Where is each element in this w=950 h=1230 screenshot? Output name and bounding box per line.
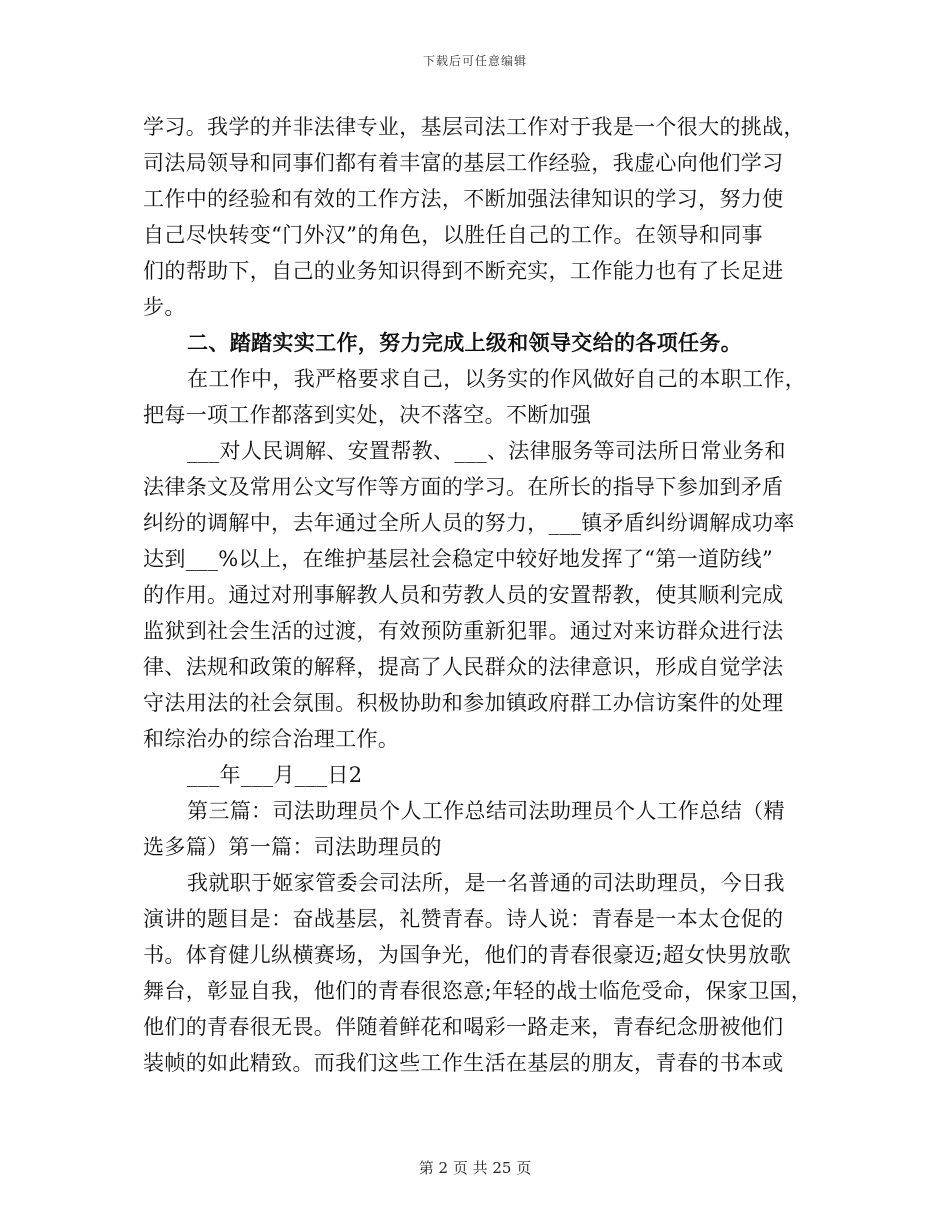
text-line: 第三篇：司法助理员个人工作总结司法助理员个人工作总结（精 (187, 799, 785, 823)
text-line: 我就职于姬家管委会司法所，是一名普通的司法助理员，今日我 (187, 871, 785, 895)
text-line: 司法局领导和同事们都有着丰富的基层工作经验，我虚心向他们学习 (143, 151, 784, 175)
text-line: 们的帮助下，自己的业务知识得到不断充实，工作能力也有了长足进 (143, 259, 784, 283)
text-line: 舞台，彰显自我，他们的青春很恣意;年轻的战士临危受命，保家卫国， (143, 979, 813, 1003)
text-line: 步。 (143, 295, 186, 319)
text-line: 纠纷的调解中，去年通过全所人员的努力，___镇矛盾纠纷调解成功率 (143, 511, 795, 535)
text-line: 学习。我学的并非法律专业，基层司法工作对于我是一个很大的挑战， (143, 115, 805, 139)
date-line: ___年___月___日2 (187, 763, 363, 787)
text-line: 书。体育健儿纵横赛场，为国争光，他们的青春很豪迈;超女快男放歌 (143, 943, 791, 967)
text-line: 演讲的题目是：奋战基层，礼赞青春。诗人说：青春是一本太仓促的 (143, 907, 784, 931)
text-line: 自己尽快转变“门外汉”的角色，以胜任自己的工作。在领导和同事 (143, 223, 763, 247)
page-footer: 第 2 页 共 25 页 (418, 1159, 532, 1177)
document-body (143, 109, 813, 1081)
text-line: 守法用法的社会氛围。积极协助和参加镇政府群工办信访案件的处理 (143, 691, 784, 715)
text-line: 的作用。通过对刑事解教人员和劳教人员的安置帮教，使其顺利完成 (143, 583, 784, 607)
text-line: 选多篇）第一篇：司法助理员的 (143, 835, 442, 859)
text-line: ___对人民调解、安置帮教、___、法律服务等司法所日常业务和 (187, 439, 786, 463)
text-line: 在工作中，我严格要求自己，以务实的作风做好自己的本职工作， (187, 367, 807, 391)
section-heading: 二、踏踏实实工作，努力完成上级和领导交给的各项任务。 (187, 330, 743, 355)
text-line: 他们的青春很无畏。伴随着鲜花和喝彩一路走来，青春纪念册被他们 (143, 1015, 784, 1039)
text-line: 法律条文及常用公文写作等方面的学习。在所长的指导下参加到矛盾 (143, 475, 784, 499)
page-header: 下载后可任意编辑 (422, 54, 527, 68)
text-line: 装帧的如此精致。而我们这些工作生活在基层的朋友，青春的书本或 (143, 1051, 784, 1075)
text-line: 工作中的经验和有效的工作方法，不断加强法律知识的学习，努力使 (143, 187, 784, 211)
text-line: 律、法规和政策的解释，提高了人民群众的法律意识，形成自觉学法 (143, 655, 784, 679)
text-line: 把每一项工作都落到实处，决不落空。不断加强 (143, 403, 592, 427)
text-line: 和综治办的综合治理工作。 (143, 727, 400, 751)
text-line: 监狱到社会生活的过渡，有效预防重新犯罪。通过对来访群众进行法 (143, 619, 784, 643)
text-line: 达到___%以上，在维护基层社会稳定中较好地发挥了“第一道防线” (143, 547, 774, 571)
